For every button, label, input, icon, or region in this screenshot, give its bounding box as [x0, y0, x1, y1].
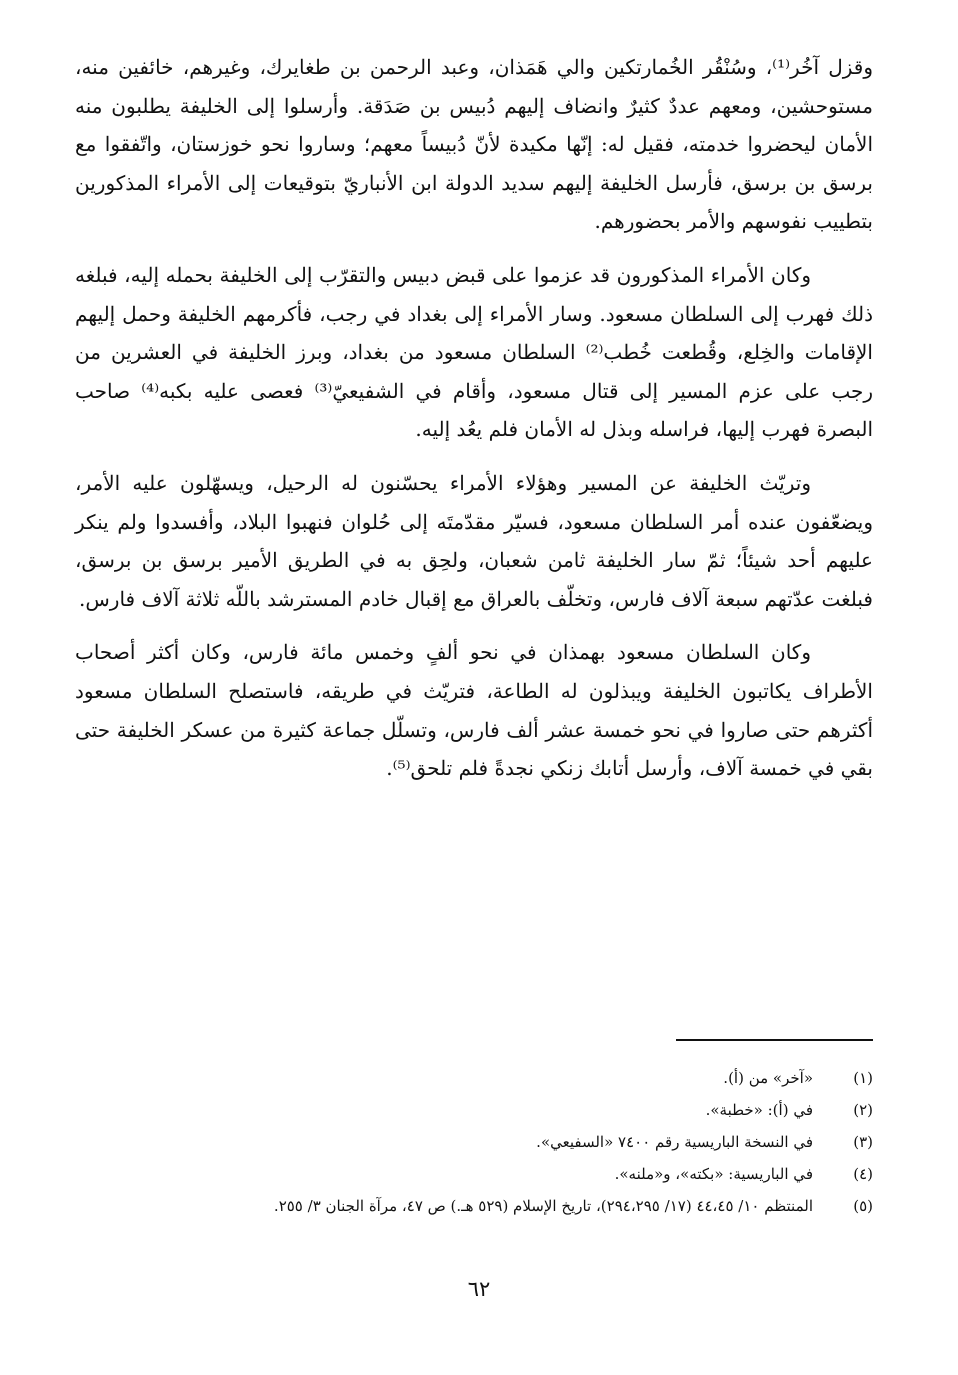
- footnote-4: [75, 1158, 873, 1190]
- footnote-1: [75, 1062, 873, 1094]
- paragraph-2: وكان الأمراء المذكورون قد عزموا على قبض دبيس والتقرّب إلى الخليفة بحمله إليه، فبلغه ذلك فهرب إلى السلطان مسعود. وسار الأمراء إلى بغداد في رجب، فأكرمهم الخليفة وحمل إليهم الإقامات والخِلع، وقُطعت خُطب⁽²⁾ السلطان مسعود من بغداد، وبرز الخليفة في العشرين من رجب على عزم المسير إلى قتال مسعود، وأقام في الشفيعيّ⁽³⁾ فعصى عليه بكبه⁽⁴⁾ صاحب البصرة فهرب إليها، فراسله وبذل له الأمان فلم يعُد إليه.: [75, 262, 873, 442]
- footnote-text: المنتظم ١٠/ ٤٤،٤٥ (١٧/ ٢٩٤،٢٩٥)، تاريخ الإسلام (٥٢٩ هـ.) ص ٤٧، مرآة الجنان ٣/ ٢٥٥.: [273, 1197, 813, 1215]
- footnote-number: (٥): [853, 1197, 873, 1215]
- footnote-number: (١): [853, 1069, 873, 1087]
- footnote-2: [75, 1094, 873, 1126]
- footnote-text: في النسخة الباريسية رقم ٧٤٠٠ «السفيعي».: [536, 1133, 813, 1151]
- footnotes: [75, 1062, 873, 1222]
- main-text-body: [75, 48, 873, 803]
- page-number: ٦٢: [467, 1277, 491, 1301]
- footnote-number: (٤): [853, 1165, 873, 1183]
- footnote-separator: [676, 1039, 873, 1041]
- paragraph-1: وقزل آخُر⁽¹⁾، وسُنْقُر الخُمارتكين والي هَمَذان، وعبد الرحمن بن طغايرك، وغيرهم، خائفين منه، مستوحشين، ومعهم عددٌ كثيرٌ وانضاف إليهم دُبيس بن صَدَقة. وأرسلوا إلى الخليفة يطلبون منه الأمان ليحضروا خدمته، فقيل له: إنّها مكيدة لأنّ دُبيساً معهم؛ وساروا نحو خوزستان، واتّفقوا مع برسق بن برسق، فأرسل الخليفة إليهم سديد الدولة ابن الأنباريّ بتوقيعات إلى الأمراء المذكورين بتطييب نفوسهم والأمر بحضورهم.: [75, 55, 874, 234]
- paragraph-3: وتريّث الخليفة عن المسير وهؤلاء الأمراء يحسّنون له الرحيل، ويسهّلون عليه الأمر، ويضعّفون عنده أمر السلطان مسعود، فسيّر مقدّمتَه إلى حُلوان فنهبوا البلاد، وأفسدوا ولم ينكر عليهم أحد شيئاً؛ ثمّ سار الخليفة ثامن شعبان، ولحِق به في الطريق الأمير برسق بن برسق، فبلغت عدّتهم سبعة آلاف فارس، وتخلّف بالعراق مع إقبال خادم المسترشد باللّه ثلاثة آلاف فارس.: [75, 470, 873, 611]
- footnote-text: في (أ): «خطبة».: [705, 1101, 813, 1119]
- footnote-number: (٢): [853, 1101, 873, 1119]
- footnote-number: (٣): [853, 1133, 873, 1151]
- footnote-text: في الباريسية: «بكته»، و«ملنه».: [614, 1165, 813, 1183]
- footnote-text: «آخر» من (أ).: [723, 1069, 813, 1087]
- paragraph-4: وكان السلطان مسعود بهمذان في نحو ألفٍ وخمس مائة فارس، وكان أكثر أصحاب الأطراف يكاتبون الخليفة ويبذلون له الطاعة، فتريّث في طريقه، فاستصلح السلطان مسعود أكثرهم حتى صاروا في نحو خمسة عشر ألف فارس، وتسلّل جماعة كثيرة من عسكر الخليفة حتى بقي في خمسة آلاف، وأرسل أتابك زنكي نجدةً فلم تلحق⁽⁵⁾.: [75, 640, 873, 781]
- footnote-3: [75, 1126, 873, 1158]
- footnote-5: [75, 1190, 873, 1222]
